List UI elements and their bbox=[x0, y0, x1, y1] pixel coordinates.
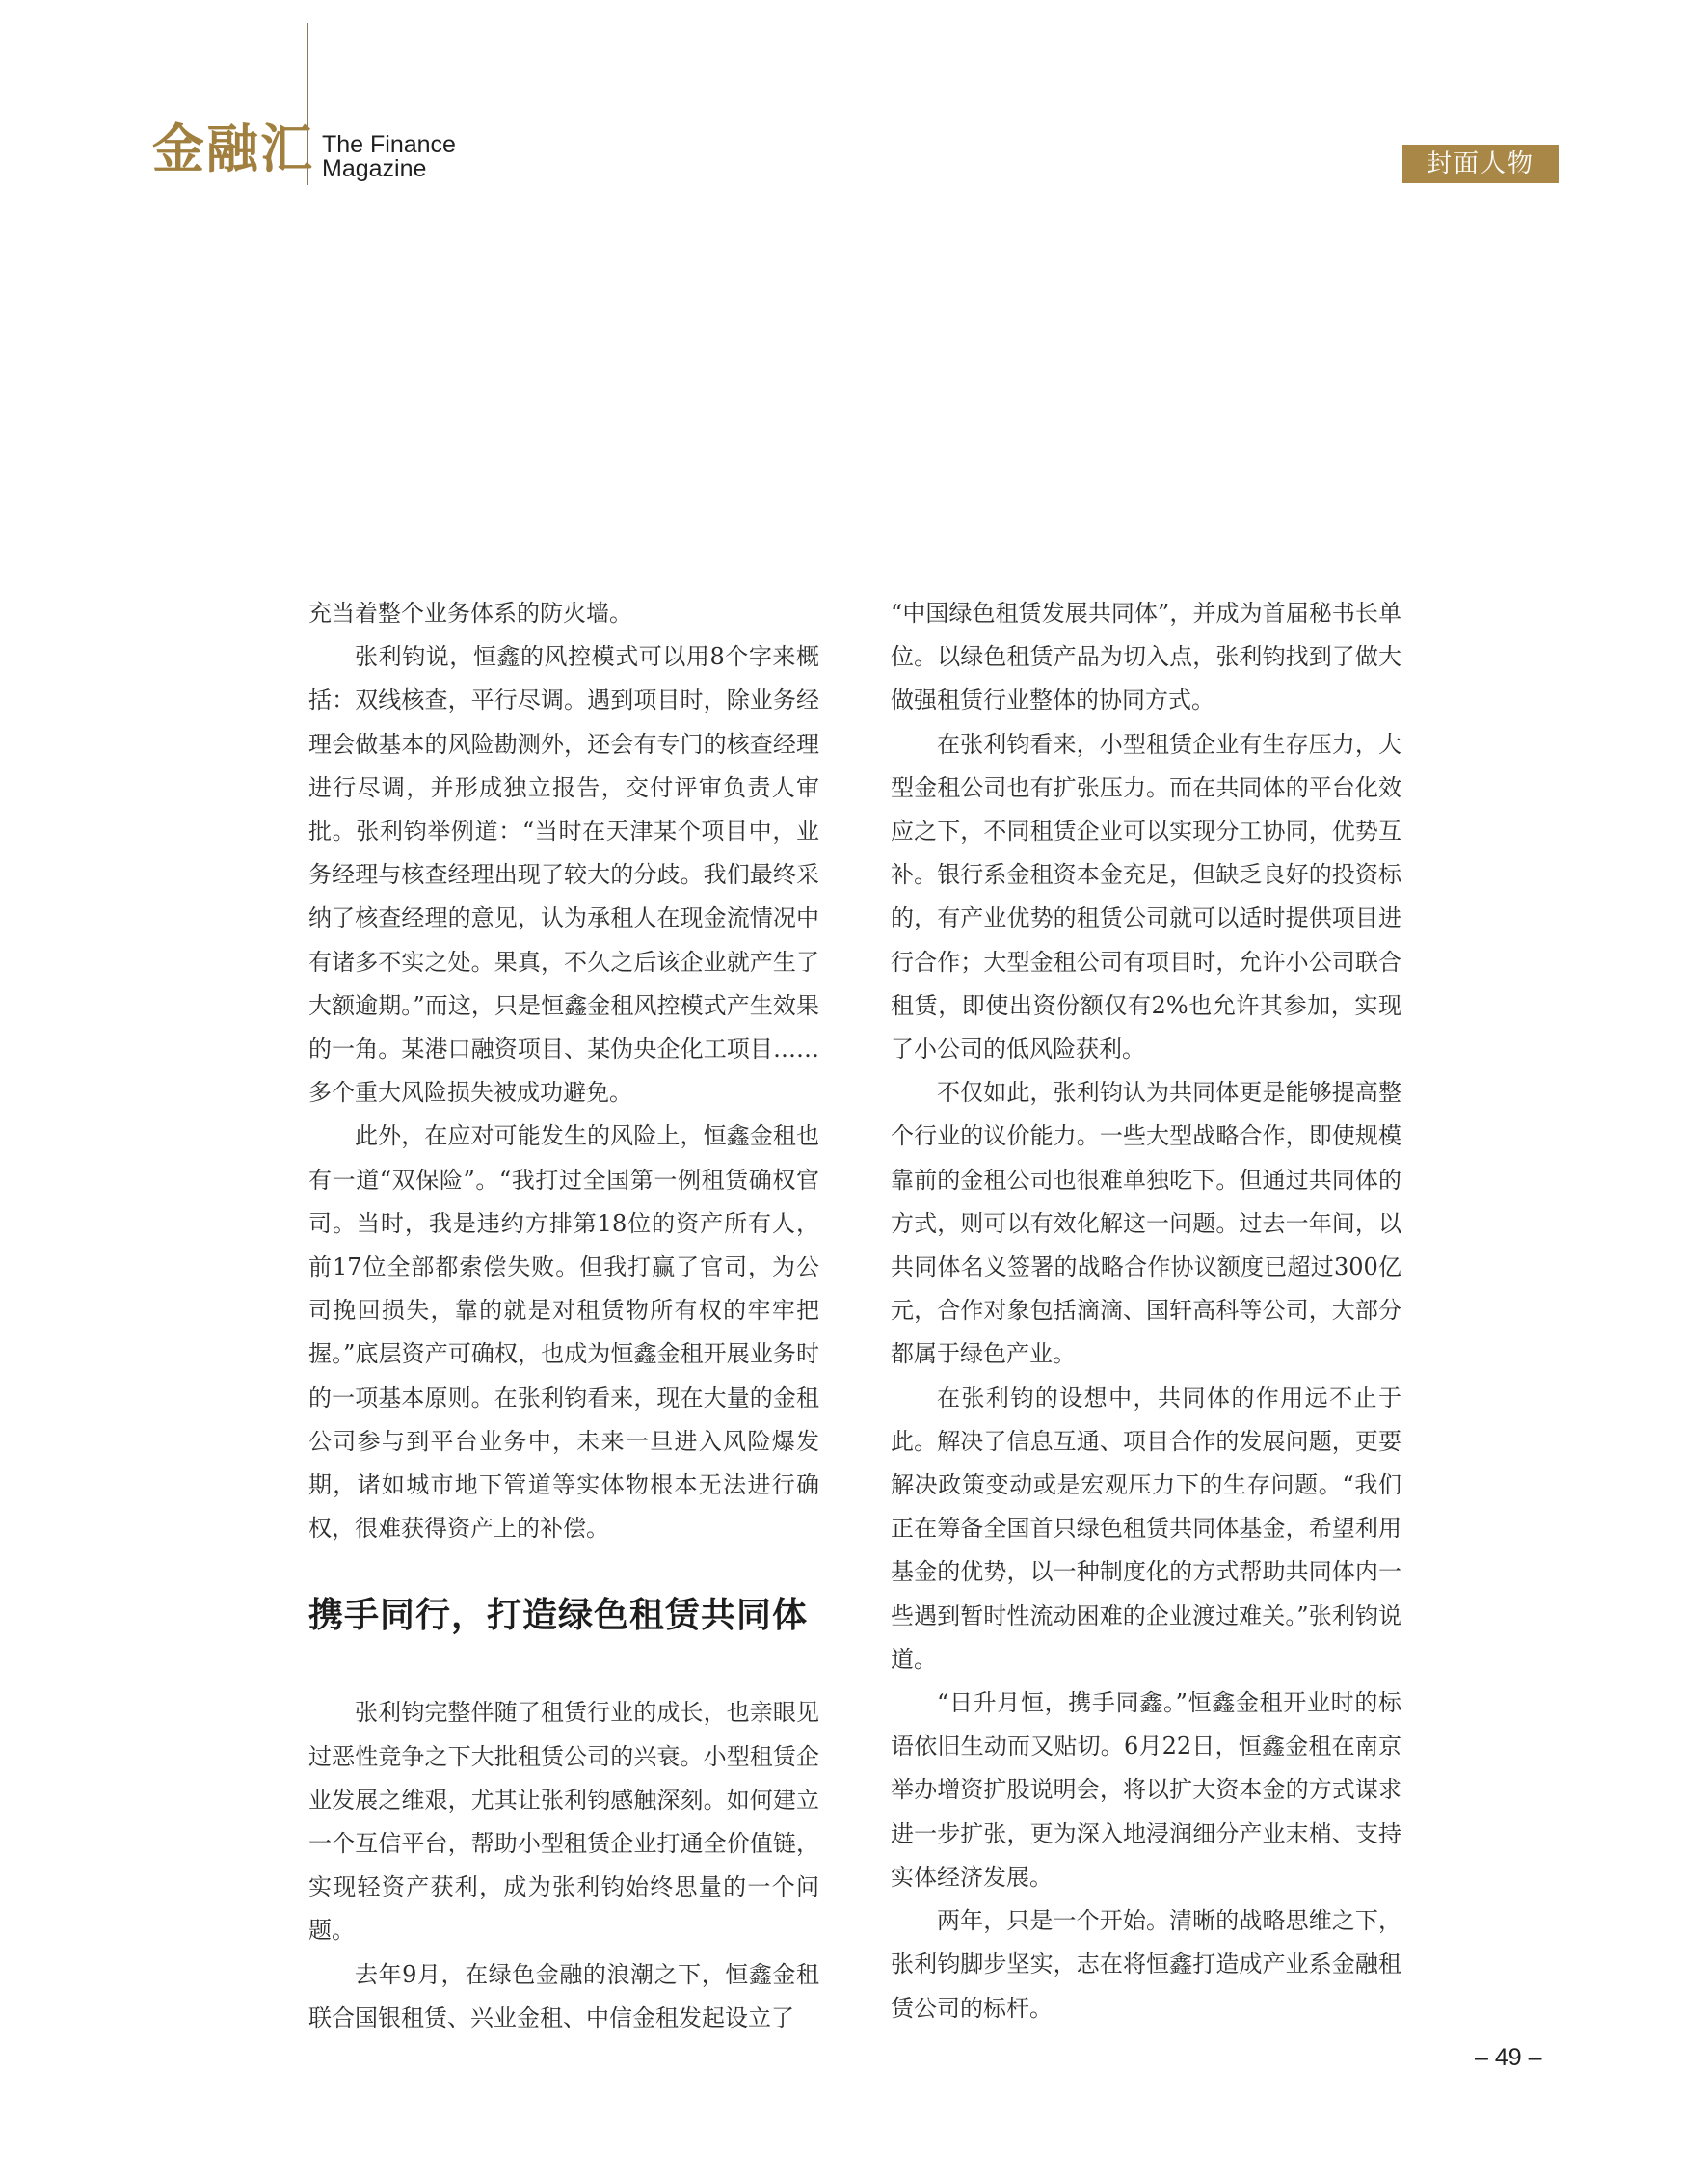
paragraph: “日升月恒，携手同鑫。”恒鑫金租开业时的标语依旧生动而又贴切。6月22日，恒鑫金租在南京举办增资扩股说明会，将以扩大资本金的方式谋求进一步扩张，更为深入地浸润细分产业末梢、支持实体经济发展。 bbox=[891, 1689, 1401, 1891]
article-column-left bbox=[308, 592, 819, 2040]
paragraph: 充当着整个业务体系的防火墙。 bbox=[308, 600, 632, 627]
paragraph: 去年9月，在绿色金融的浪潮之下，恒鑫金租联合国银租赁、兴业金租、中信金租发起设立了 bbox=[308, 1960, 819, 2031]
section-badge: 封面人物 bbox=[1402, 145, 1559, 183]
paragraph: 两年，只是一个开始。清晰的战略思维之下，张利钧脚步坚实，志在将恒鑫打造成产业系金融租赁公司的标杆。 bbox=[891, 1907, 1401, 2022]
magazine-logo-en-line1: The Finance bbox=[322, 131, 456, 158]
page-number: – 49 – bbox=[1475, 2044, 1542, 2071]
paragraph: 此外，在应对可能发生的风险上，恒鑫金租也有一道“双保险”。“我打过全国第一例租赁确权官司。当时，我是违约方排第18位的资产所有人，前17位全部都索偿失败。但我打赢了官司，为公司挽回损失，靠的就是对租赁物所有权的牢牢把握。”底层资产可确权，也成为恒鑫金租开展业务时的一项基本原则。在张利钧看来，现在大量的金租公司参与到平台业务中，未来一旦进入风险爆发期，诸如城市地下管道等实体物根本无法进行确权，很难获得资产上的补偿。 bbox=[308, 1122, 819, 1543]
paragraph: “中国绿色租赁发展共同体”，并成为首届秘书长单位。以绿色租赁产品为切入点，张利钧找到了做大做强租赁行业整体的协同方式。 bbox=[891, 600, 1401, 714]
paragraph: 在张利钧看来，小型租赁企业有生存压力，大型金租公司也有扩张压力。而在共同体的平台化效应之下，不同租赁企业可以实现分工协同，优势互补。银行系金租资本金充足，但缺乏良好的投资标的，有产业优势的租赁公司就可以适时提供项目进行合作；大型金租公司有项目时，允许小公司联合租赁，即使出资份额仅有2%也允许其参加，实现了小公司的低风险获利。 bbox=[891, 730, 1401, 1063]
paragraph: 张利钧完整伴随了租赁行业的成长，也亲眼见过恶性竞争之下大批租赁公司的兴衰。小型租赁企业发展之维艰，尤其让张利钧感触深刻。如何建立一个互信平台，帮助小型租赁企业打通全价值链，实现轻资产获利，成为张利钧始终思量的一个问题。 bbox=[308, 1699, 819, 1945]
magazine-logo-en bbox=[322, 133, 456, 181]
paragraph: 张利钧说，恒鑫的风控模式可以用8个字来概括：双线核查，平行尽调。遇到项目时，除业务经理会做基本的风险勘测外，还会有专门的核查经理进行尽调，并形成独立报告，交付评审负责人审批。张利钧举例道：“当时在天津某个项目中，业务经理与核查经理出现了较大的分歧。我们最终采纳了核查经理的意见，认为承租人在现金流情况中有诸多不实之处。果真，不久之后该企业就产生了大额逾期。”而这，只是恒鑫金租风控模式产生效果的一角。某港口融资项目、某伪央企化工项目……多个重大风险损失被成功避免。 bbox=[308, 643, 819, 1107]
paragraph: 不仅如此，张利钧认为共同体更是能够提高整个行业的议价能力。一些大型战略合作，即使规模靠前的金租公司也很难单独吃下。但通过共同体的方式，则可以有效化解这一问题。过去一年间，以共同体名义签署的战略合作协议额度已超过300亿元，合作对象包括滴滴、国轩高科等公司，大部分都属于绿色产业。 bbox=[891, 1079, 1401, 1368]
paragraph: 在张利钧的设想中，共同体的作用远不止于此。解决了信息互通、项目合作的发展问题，更要解决政策变动或是宏观压力下的生存问题。“我们正在筹备全国首只绿色租赁共同体基金，希望利用基金的优势，以一种制度化的方式帮助共同体内一些遇到暂时性流动困难的企业渡过难关。”张利钧说道。 bbox=[891, 1384, 1401, 1673]
magazine-logo-cn: 金融汇 bbox=[152, 119, 314, 179]
section-heading: 携手同行，打造绿色租赁共同体 bbox=[308, 1596, 809, 1636]
magazine-logo-en-line2: Magazine bbox=[322, 155, 427, 182]
article-column-right bbox=[891, 592, 1401, 2031]
